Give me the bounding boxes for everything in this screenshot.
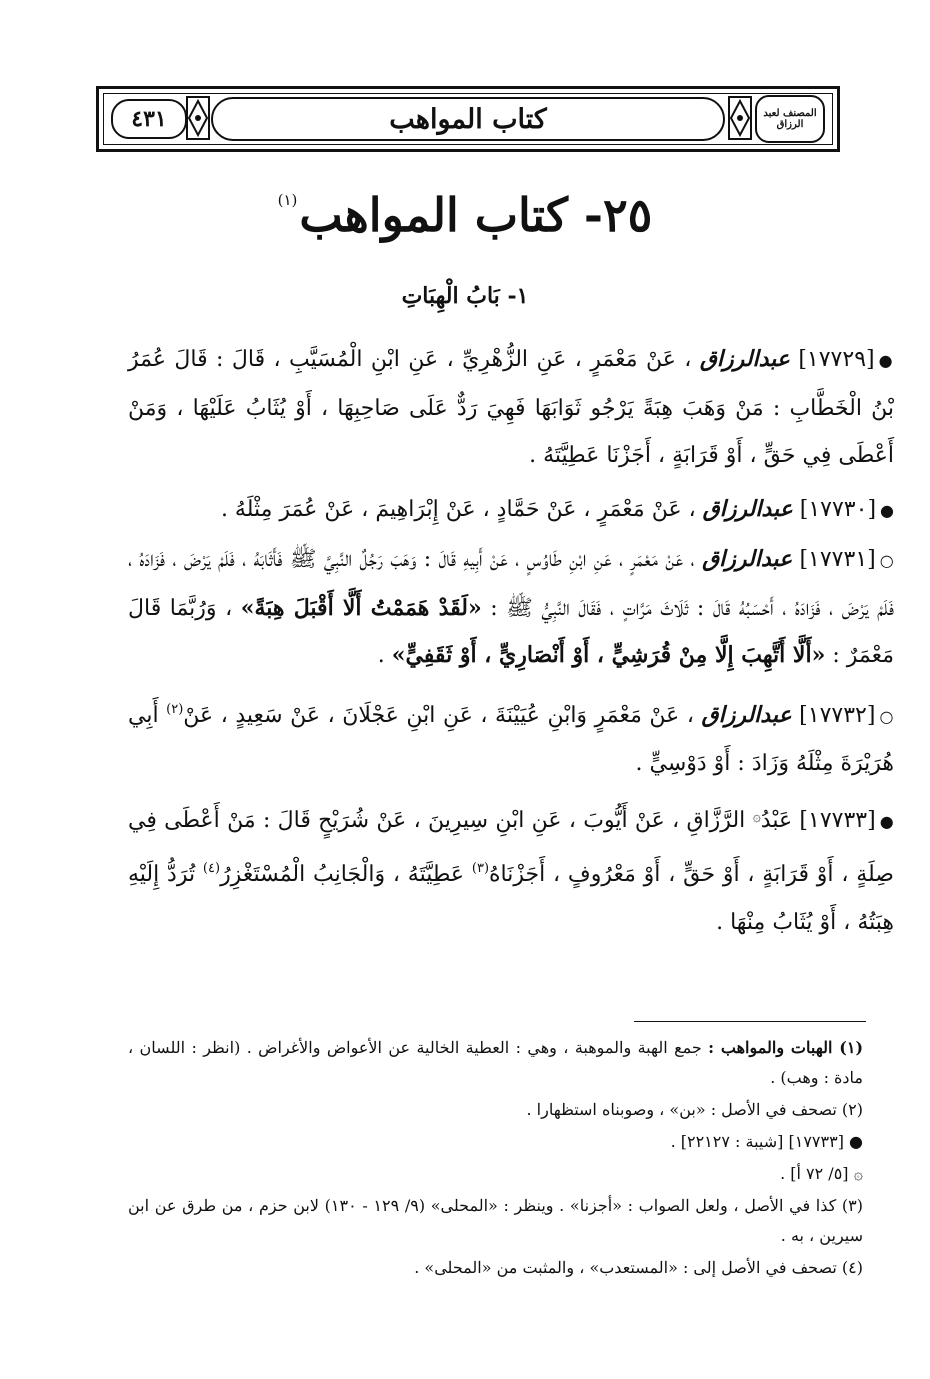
- chapter-title: ٢٥- كتاب المواهب: [299, 188, 653, 242]
- manuscript-marker-icon: ۞: [752, 808, 761, 825]
- footnote: [128, 1033, 863, 1093]
- circle-marker: ○: [879, 706, 894, 726]
- hadith-entry: [128, 336, 894, 480]
- bullet-marker: ●: [880, 500, 894, 520]
- hadith-number: [١٧٧٢٩]: [798, 347, 875, 372]
- bullet-marker: ●: [878, 351, 895, 370]
- hadith-text: ، عَنْ مَعْمَرٍ ، عَنِ الزُّهْرِيِّ ، عَنِ ابْنِ الْمُسَيَّبِ ، قَالَ : قَالَ عُمَرُ بْنُ الْخَطَّابِ : مَنْ وَهَبَ هِبَةً يَرْجُو ثَوَابَهَا فَهِيَ رَدٌّ عَلَى صَاحِبِهَا ، أَوْ يُثَابُ عَلَيْهَا ، وَمَنْ أَعْطَى فِي حَقٍّ ، أَوْ قَرَابَةٍ ، أَجَزْنَا عَطِيَّتَهُ .: [128, 347, 894, 468]
- section-heading: ١- بَابُ الْهِبَاتِ: [401, 283, 529, 309]
- hadith-text: ، عَنْ مَعْمَرٍ ، عَنِ ابْنِ طَاوُسٍ ، عَنْ أَبِيهِ قَالَ : وَهَبَ رَجُلٌ النَّبِيَّ ﷺ فَأَثَابَهُ ، فَلَمْ يَرْضَ ، فَزَادَهُ ، فَلَمْ يَرْضَ ، فَزَادَهُ ، أَحْسَبُهُ قَالَ : ثَلَاثَ مَرَّاتٍ ، فَقَالَ النَّبِيُّ ﷺ :: [128, 547, 894, 621]
- footnote-ref: (٣): [471, 861, 490, 876]
- footnote: ۞ [٥/ ٧٢ أ] .: [780, 1164, 863, 1183]
- running-title-frame: [211, 97, 725, 141]
- footnote: (٤) تصحف في الأصل إلى : «المستعدب» ، والمثبت من «المحلى» .: [414, 1258, 863, 1277]
- footnote-text: جمع الهبة والموهبة ، وهي : العطية الخالية عن الأعواض والأغراض . (انظر : اللسان ، مادة : وهب) .: [128, 1038, 863, 1087]
- hadith-number: [١٧٧٣٢]: [799, 702, 876, 728]
- hadith-number: [١٧٧٣٣]: [799, 807, 876, 833]
- hadith-entry: [128, 686, 894, 788]
- chapter-footnote-ref: (١): [277, 191, 298, 209]
- hadith-text: عَطِيَّتَهُ ، وَالْجَانِبُ الْمُسْتَغْزِرُ: [220, 862, 465, 887]
- logo-text: المصنف لعبد الرزاق: [763, 108, 817, 130]
- footnote-label: (١) الهبات والمواهب :: [708, 1038, 864, 1057]
- hadith-text: عَبْدُ: [760, 807, 793, 833]
- narrator-name: عبدالرزاق: [702, 495, 793, 522]
- hadith-entry: [128, 486, 894, 535]
- footnote-ref: (٤): [202, 861, 221, 876]
- circle-marker: ○: [879, 551, 895, 570]
- hadith-number: [١٧٧٣١]: [799, 547, 876, 572]
- running-title: كتاب المواهب: [389, 103, 547, 135]
- hadith-text: .: [377, 643, 385, 668]
- narrator-name: عبدالرزاق: [699, 346, 790, 372]
- footnote-ref: (٢): [166, 701, 184, 717]
- prophetic-quote: «لَقَدْ هَمَمْتُ أَلَّا أَقْبَلَ هِبَةً»: [240, 594, 482, 621]
- hadith-text: ، وَرُبَّمَا قَالَ مَعْمَرٌ :: [128, 595, 894, 668]
- prophetic-quote: «أَلَّا أَتَّهِبَ إِلَّا مِنْ قُرَشِيٍّ ، أَوْ أَنْصَارِيٍّ ، أَوْ ثَقَفِيٍّ»: [391, 642, 826, 668]
- hadith-text: أَبِي هُرَيْرَةَ مِثْلَهُ وَزَادَ : أَوْ دَوْسِيٍّ .: [128, 702, 894, 776]
- ornament-icon: [727, 95, 753, 141]
- hadith-text: الرَّزَّاقِ ، عَنْ أَيُّوبَ ، عَنِ ابْنِ سِيرِينَ ، عَنْ شُرَيْحٍ قَالَ : مَنْ أَعْطَى فِي صِلَةٍ ، أَوْ قَرَابَةٍ ، أَوْ حَقٍّ ، أَوْ مَعْرُوفٍ ، أَجَزْنَاهُ: [128, 807, 894, 887]
- footnotes: [128, 1033, 863, 1285]
- main-text: [128, 336, 894, 952]
- ornament-icon: [185, 95, 211, 141]
- hadith-text: ، عَنْ مَعْمَرٍ ، عَنْ حَمَّادٍ ، عَنْ إِبْرَاهِيمَ ، عَنْ عُمَرَ مِثْلَهُ .: [220, 496, 696, 522]
- hadith-text: ، عَنْ مَعْمَرٍ وَابْنِ عُيَيْنَةَ ، عَنِ ابْنِ عَجْلَانَ ، عَنْ سَعِيدٍ ، عَنْ: [183, 702, 694, 728]
- narrator-name: عبدالرزاق: [701, 701, 792, 728]
- footnote: (٣) كذا في الأصل ، ولعل الصواب : «أجزنا» . وينظر : «المحلى» (٩/ ١٢٩ - ١٣٠) لابن حزم ، من طرق عن ابن سيرين ، به .: [128, 1196, 863, 1245]
- hadith-text: تُرَدُّ إِلَيْهِ هِبَتُهُ ، أَوْ يُثَابُ مِنْهَا .: [128, 862, 894, 935]
- hadith-entry: [128, 794, 894, 947]
- footnote: ● [١٧٧٣٣] [شيبة : ٢٢١٢٧] .: [670, 1132, 863, 1151]
- book-logo: [755, 95, 825, 143]
- hadith-entry: [128, 536, 894, 680]
- bullet-marker: ●: [879, 811, 894, 831]
- page-header: [96, 86, 840, 152]
- hadith-number: [١٧٧٣٠]: [799, 496, 877, 522]
- narrator-name: عبدالرزاق: [702, 546, 793, 572]
- footnote: (٢) تصحف في الأصل : «بن» ، وصوبناه استظهارا .: [526, 1100, 863, 1119]
- chapter-heading: [0, 188, 930, 242]
- page-number-frame: [111, 99, 187, 139]
- footnote-separator: [634, 1021, 866, 1022]
- page-number: ٤٣١: [131, 106, 167, 132]
